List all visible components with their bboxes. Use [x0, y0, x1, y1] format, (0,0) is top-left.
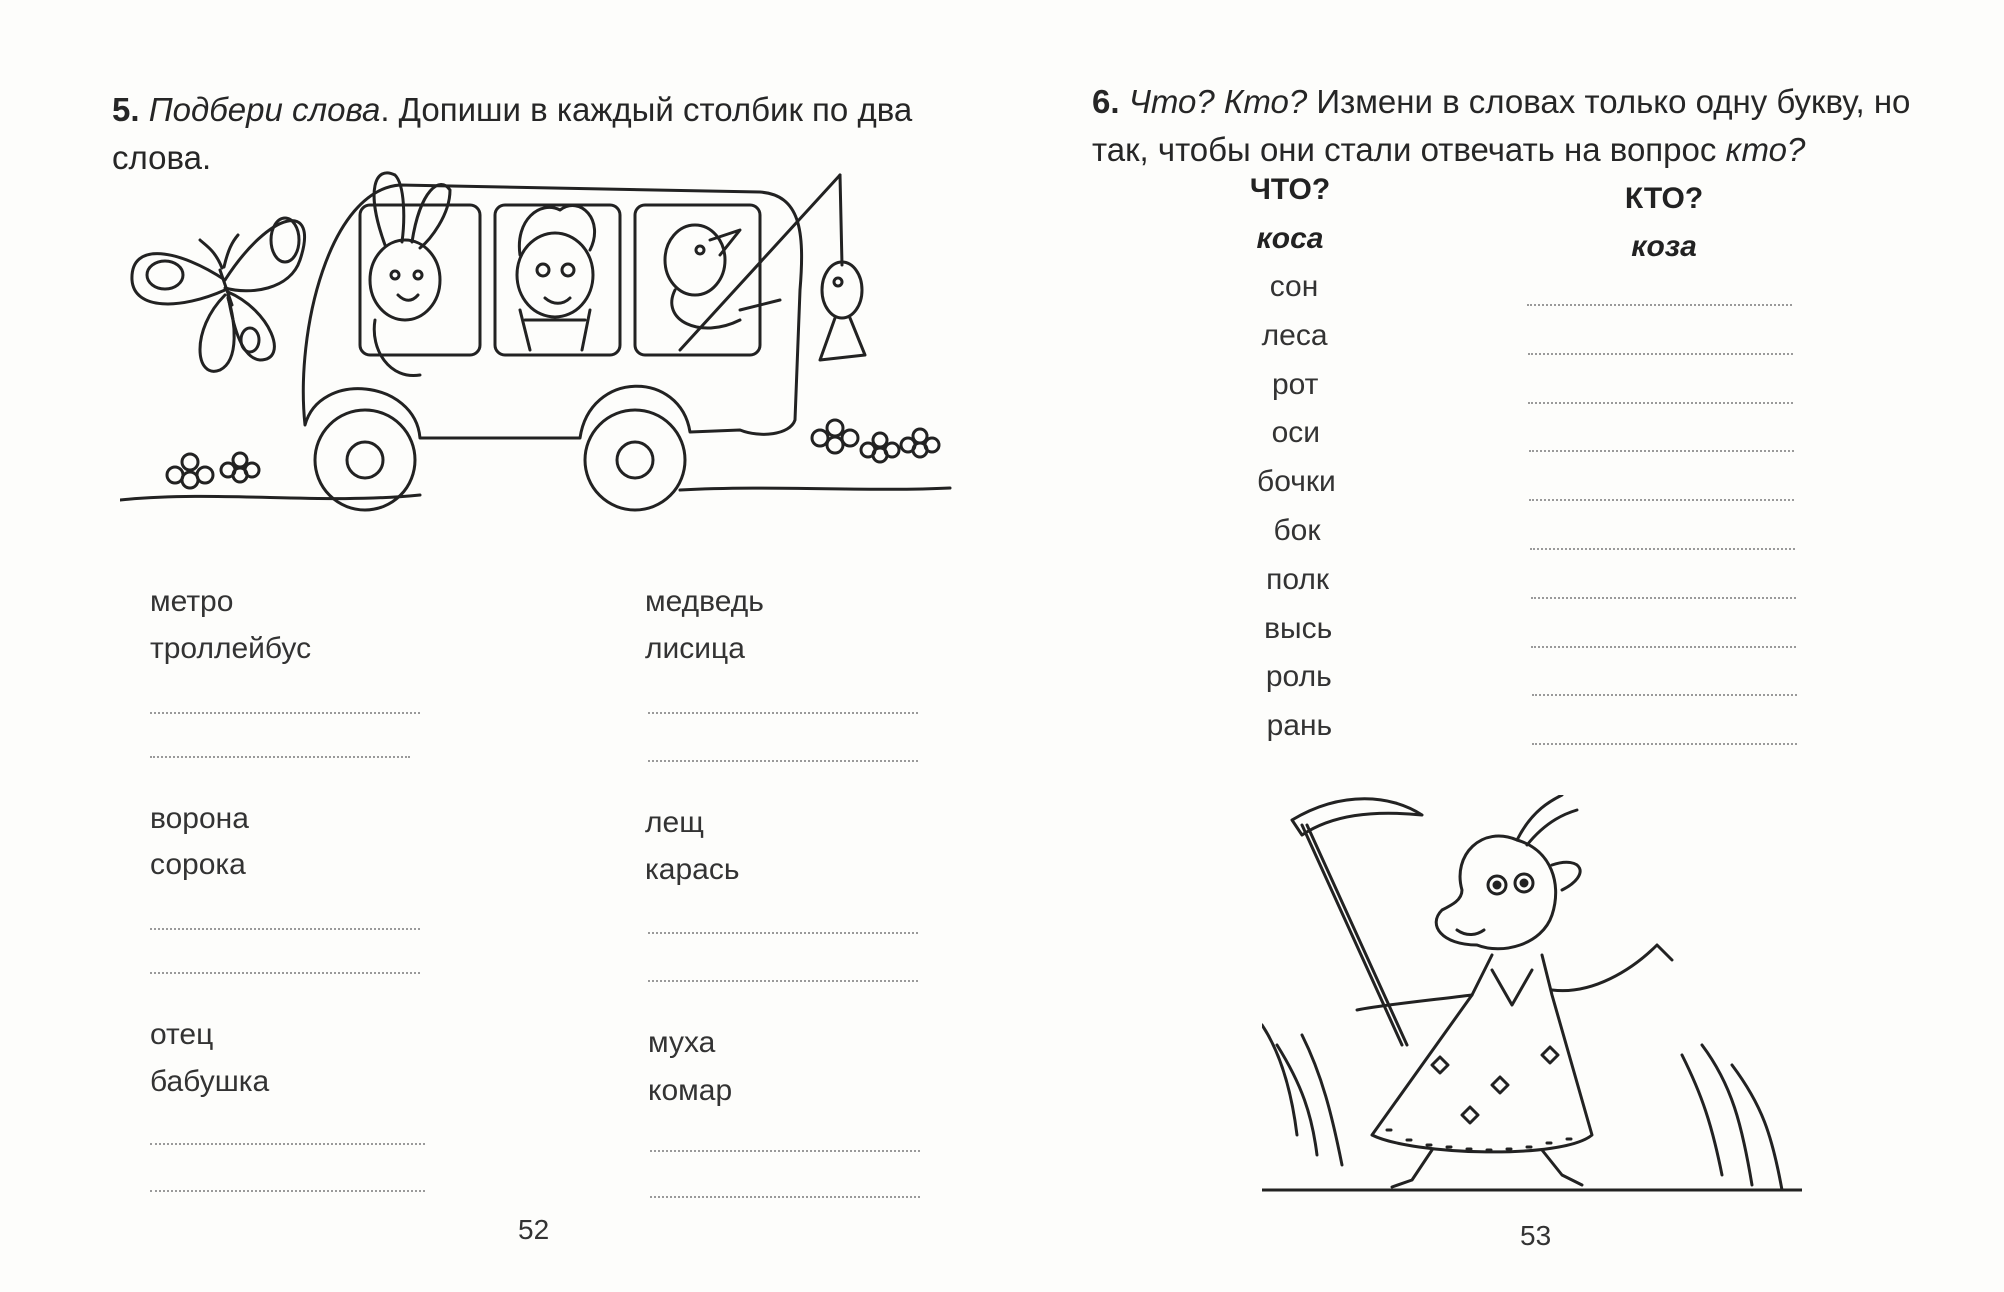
- answer-line[interactable]: [648, 712, 918, 714]
- boy-icon: [517, 206, 595, 350]
- answer-line-who[interactable]: [1529, 450, 1794, 452]
- answer-line-who[interactable]: [1527, 304, 1792, 306]
- task-5-text: . Допиши в каждый столбик по два слова.: [112, 91, 913, 176]
- rabbit-icon: [370, 173, 450, 376]
- answer-line-who[interactable]: [1528, 402, 1793, 404]
- answer-line-who[interactable]: [1530, 548, 1795, 550]
- answer-line[interactable]: [648, 760, 918, 762]
- goat-icon: [1357, 795, 1672, 1187]
- answer-line[interactable]: [150, 1143, 425, 1145]
- answer-line[interactable]: [648, 980, 918, 982]
- group-2-word-2: лисица: [645, 632, 745, 665]
- group-6-word-1: муха: [648, 1026, 716, 1059]
- task-5-instruction: [112, 86, 962, 182]
- answer-line-who[interactable]: [1528, 353, 1793, 355]
- task-6-title: Что? Кто?: [1128, 83, 1308, 120]
- word-what: высь: [1264, 611, 1333, 645]
- word-what: сон: [1269, 270, 1319, 303]
- group-4-word-1: лещ: [645, 806, 704, 839]
- answer-line[interactable]: [648, 932, 918, 934]
- word-what: бочки: [1257, 465, 1336, 499]
- group-5-word-2: бабушка: [150, 1065, 270, 1098]
- task-6-text: Измени в словах только одну букву, но так, чтобы они стали отвечать на вопрос: [1092, 83, 1911, 168]
- column-header-who: КТО?: [1624, 182, 1704, 215]
- butterfly-icon: [132, 218, 305, 371]
- word-what: рань: [1266, 709, 1333, 743]
- word-what: оси: [1271, 416, 1321, 450]
- goat-illustration: [1262, 795, 1802, 1195]
- sample-what: коса: [1256, 222, 1324, 255]
- column-header-what: ЧТО?: [1249, 173, 1331, 206]
- page-53: [1002, 0, 2004, 1292]
- word-what: полк: [1266, 562, 1330, 596]
- task-5-number: 5.: [112, 91, 140, 128]
- task-6-question: кто?: [1725, 131, 1806, 168]
- task-6-number: 6.: [1092, 83, 1120, 120]
- page-number-left: 52: [518, 1214, 550, 1245]
- task-6-instruction: [1092, 78, 1972, 174]
- group-6-word-2: комар: [648, 1074, 733, 1107]
- group-5-word-1: отец: [150, 1018, 214, 1051]
- task-5-title: Подбери слова: [148, 91, 381, 128]
- answer-line-who[interactable]: [1531, 597, 1796, 599]
- answer-line[interactable]: [150, 1190, 425, 1192]
- word-what: рот: [1271, 367, 1319, 401]
- answer-line-who[interactable]: [1532, 694, 1797, 696]
- scythe-icon: [1292, 799, 1422, 1045]
- answer-line-who[interactable]: [1529, 499, 1794, 501]
- answer-line-who[interactable]: [1531, 646, 1796, 648]
- page-number-right: 53: [1520, 1220, 1552, 1251]
- sample-who: коза: [1631, 230, 1697, 263]
- answer-line[interactable]: [650, 1196, 920, 1198]
- group-3-word-2: сорока: [150, 848, 246, 881]
- answer-line[interactable]: [150, 712, 420, 714]
- word-what: бок: [1273, 514, 1321, 547]
- answer-line[interactable]: [150, 756, 410, 758]
- flower-icon: [167, 420, 939, 488]
- fish-icon: [820, 262, 865, 360]
- bird-icon: [665, 225, 780, 328]
- group-1-word-2: троллейбус: [150, 632, 312, 665]
- answer-line[interactable]: [650, 1150, 920, 1152]
- group-4-word-2: карась: [645, 853, 740, 886]
- bus-illustration: [120, 170, 960, 530]
- group-2-word-1: медведь: [645, 585, 764, 618]
- answer-line-who[interactable]: [1532, 743, 1797, 745]
- group-3-word-1: ворона: [150, 802, 249, 835]
- word-what: роль: [1265, 660, 1332, 694]
- word-what: леса: [1261, 318, 1328, 352]
- answer-line[interactable]: [150, 928, 420, 930]
- answer-line[interactable]: [150, 972, 420, 974]
- group-1-word-1: метро: [150, 585, 234, 618]
